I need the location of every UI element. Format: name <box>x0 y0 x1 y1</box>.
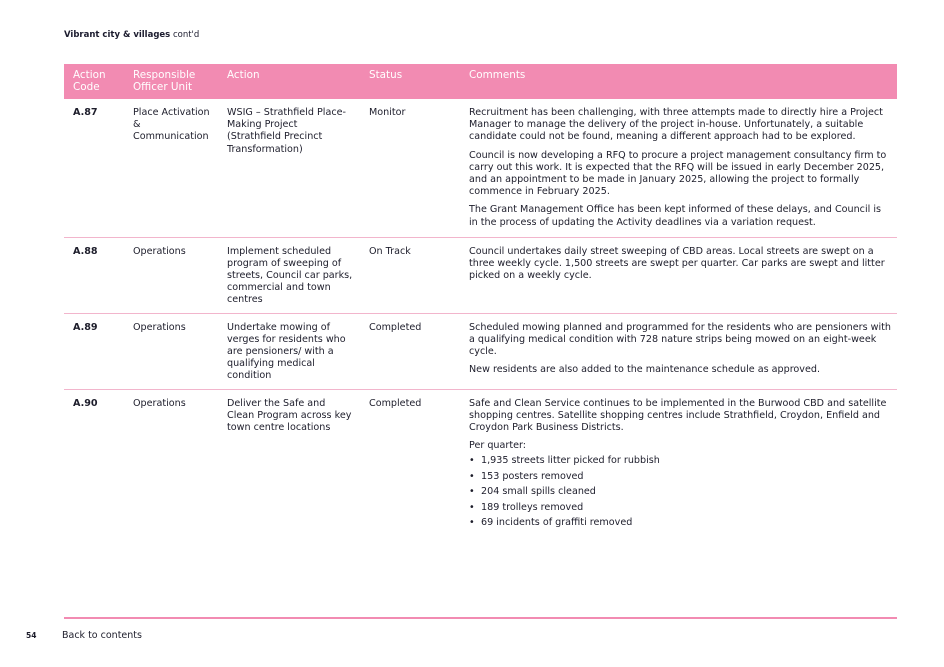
action-code: A.87 <box>64 99 124 237</box>
comments <box>460 313 897 389</box>
column-header-action: Action <box>218 64 360 99</box>
comment-paragraph: Council is now developing a RFQ to procure a project management consultancy firm to carry out this work. It is expected that the RFQ will be issued in early December 2025, and an appointment to be made in January 2025, allowing the project to formally commence in February 2025. <box>469 149 887 198</box>
table-row <box>64 99 897 237</box>
actions-table <box>64 64 897 539</box>
comment-paragraph: Council undertakes daily street sweeping of CBD areas. Local streets are swept on a three weekly cycle. 1,500 streets are swept per quarter. Car parks are swept and litter picked on a weekly cycle. <box>469 245 885 281</box>
table-row <box>64 237 897 313</box>
officer-unit: Operations <box>124 237 218 313</box>
comment-paragraph: New residents are also added to the maintenance schedule as approved. <box>469 364 821 376</box>
action-description: Implement scheduled program of sweeping of streets, Council car parks, commercial and town centres <box>218 237 360 313</box>
status: Monitor <box>360 99 460 237</box>
page-number: 54 <box>26 631 37 640</box>
action-description: WSIG – Strathfield Place-Making Project (Strathfield Precinct Transformation) <box>218 99 360 237</box>
per-quarter-list <box>469 455 891 529</box>
section-title-bold: Vibrant city & villages <box>64 30 171 40</box>
comment-paragraph: Scheduled mowing planned and programmed for the residents who are pensioners with a qualifying medical condition with 728 nature strips being mowed on an eight-week cycle. <box>469 321 892 357</box>
status: Completed <box>360 313 460 389</box>
action-code: A.89 <box>64 313 124 389</box>
list-item: • 153 posters removed <box>469 471 891 483</box>
back-to-contents-link[interactable]: Back to contents <box>62 630 142 641</box>
comment-paragraph: Recruitment has been challenging, with three attempts made to directly hire a Project Manager to manage the delivery of the project in-house. Unfortunately, a suitable candidate could not be found, meaning a different approach had to be explored. <box>469 107 883 143</box>
status: Completed <box>369 397 422 409</box>
comments <box>460 237 897 313</box>
column-header-comments: Comments <box>460 64 897 99</box>
table-row <box>64 389 897 539</box>
officer-unit: Operations <box>124 313 218 389</box>
column-header-status: Status <box>360 64 460 99</box>
action-code: A.90 <box>73 397 98 409</box>
list-item: • 204 small spills cleaned <box>469 486 891 498</box>
section-title-suffix: cont'd <box>170 30 200 40</box>
action-code: A.88 <box>64 237 124 313</box>
list-item: • 1,935 streets litter picked for rubbish <box>469 455 891 467</box>
status: On Track <box>360 237 460 313</box>
action-description: Deliver the Safe and Clean Program across key town centre locations <box>227 397 352 433</box>
table-row <box>64 313 897 389</box>
officer-unit: Operations <box>133 397 186 409</box>
column-header-action-code: Action Code <box>64 64 124 99</box>
comment-paragraph: Safe and Clean Service continues to be implemented in the Burwood CBD and satellite shopping centres. Satellite shopping centres include Strathfield, Croydon, Enfield and Croydon Park Business Districts. <box>469 397 887 433</box>
comment-paragraph: The Grant Management Office has been kept informed of these delays, and Council is in the process of updating the Activity deadlines via a variation request. <box>469 204 881 228</box>
list-item: • 189 trolleys removed <box>469 502 891 514</box>
list-item: • 69 incidents of graffiti removed <box>469 517 891 529</box>
comments <box>460 389 897 539</box>
column-header-officer-unit: Responsible Officer Unit <box>124 64 218 99</box>
officer-unit: Place Activation & Communication <box>124 99 218 237</box>
footer-divider <box>64 617 897 619</box>
action-description: Undertake mowing of verges for residents who are pensioners/ with a qualifying medical condition <box>218 313 360 389</box>
table-header-row <box>64 64 897 99</box>
comments <box>460 99 897 237</box>
comment-paragraph: Per quarter: <box>469 440 527 452</box>
section-title <box>64 30 199 40</box>
